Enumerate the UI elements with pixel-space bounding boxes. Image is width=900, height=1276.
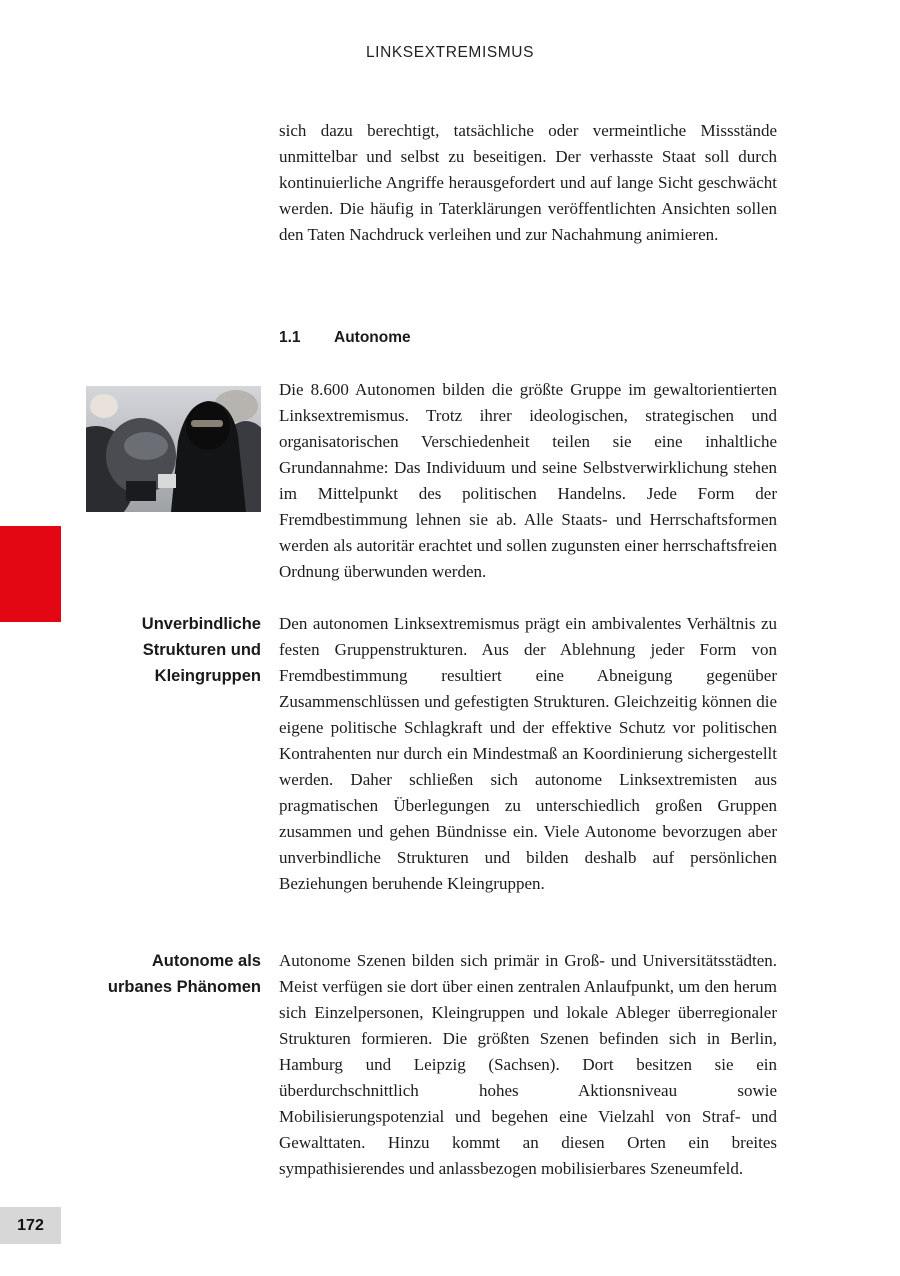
margin-heading-line: Kleingruppen (154, 667, 261, 685)
strukturen-paragraph: Den autonomen Linksextremismus prägt ein ambivalentes Verhältnis zu festen Gruppenstrukturen. Aus der Ablehnung jeder Form von Fremdbestimmung resultiert eine Abneigung gegenüber Zusammenschlüssen und gefestigten Strukturen. Gleichzeitig können die eigene politische Schlagkraft und der effektive Schutz vor politischen Kontrahenten nur durch ein Mindestmaß an Koordinierung sichergestellt werden. Daher schließen sich autonome Linksextremisten aus pragmatischen Überlegungen zu unterschiedlich großen Gruppen zusammen und gehen Bündnisse ein. Viele Autonome bevorzugen aber unverbindliche Strukturen und bilden deshalb auf persönlichen Beziehungen beruhende Kleingruppen. (279, 614, 777, 893)
running-header: LINKSEXTREMISMUS (365, 44, 535, 61)
intro-paragraph: sich dazu berechtigt, tatsächliche oder vermeintliche Missstände unmittelbar und selbst zu beseitigen. Der verhasste Staat soll durch kontinuierliche Angriffe herausgefordert und auf lange Sicht geschwächt werden. Die häufig in Taterklärungen veröffentlichten Ansichten sollen den Taten Nachdruck verleihen und zur Nachahmung animieren. (279, 121, 777, 244)
chapter-color-tab (0, 526, 61, 622)
section-title: Autonome (334, 329, 411, 346)
margin-heading-urban (61, 948, 261, 1000)
margin-heading-line: Unverbindliche (141, 615, 261, 633)
urban-paragraph: Autonome Szenen bilden sich primär in Groß- und Universitätsstädten. Meist verfügen sie dort über einen zentralen Anlaufpunkt, um den herum sich Einzelpersonen, Kleingruppen und lokale Ableger überregionaler Strukturen formieren. Die größten Szenen befinden sich in Berlin, Hamburg und Leipzig (Sachsen). Dort besitzen sie ein überdurchschnittlich hohes Aktionsniveau sowie Mobilisierungspotenzial und begehen eine Vielzahl von Straf- und Gewalttaten. Hinzu kommt an diesen Orten ein breites sympathisierendes und anlassbezogen mobilisierbares Szeneumfeld. (279, 951, 777, 1178)
section-heading (279, 329, 411, 347)
margin-heading-line: Autonome als (151, 952, 261, 970)
margin-heading-line: urbanes Phänomen (107, 978, 261, 996)
masked-protester-photo (86, 386, 261, 512)
autonome-paragraph: Die 8.600 Autonomen bilden die größte Gruppe im gewaltorientierten Linksextremismus. Trotz ihrer ideologischen, strategischen und organisatorischen Verschiedenheit teilen sie eine inhaltliche Grundannahme: Das Individuum und seine Selbstverwirklichung stehen im Mittelpunkt des politischen Handelns. Jede Form der Fremdbestimmung lehnen sie ab. Alle Staats- und Herrschaftsformen werden als autoritär erachtet und sollen zugunsten einer herrschaftsfreien Ordnung überwunden werden. (279, 380, 777, 581)
photo-illustration (86, 386, 261, 512)
section-number: 1.1 (279, 329, 301, 346)
margin-heading-strukturen (61, 611, 261, 689)
page-number: 172 (0, 1207, 61, 1244)
margin-heading-line: Strukturen und (142, 641, 261, 659)
